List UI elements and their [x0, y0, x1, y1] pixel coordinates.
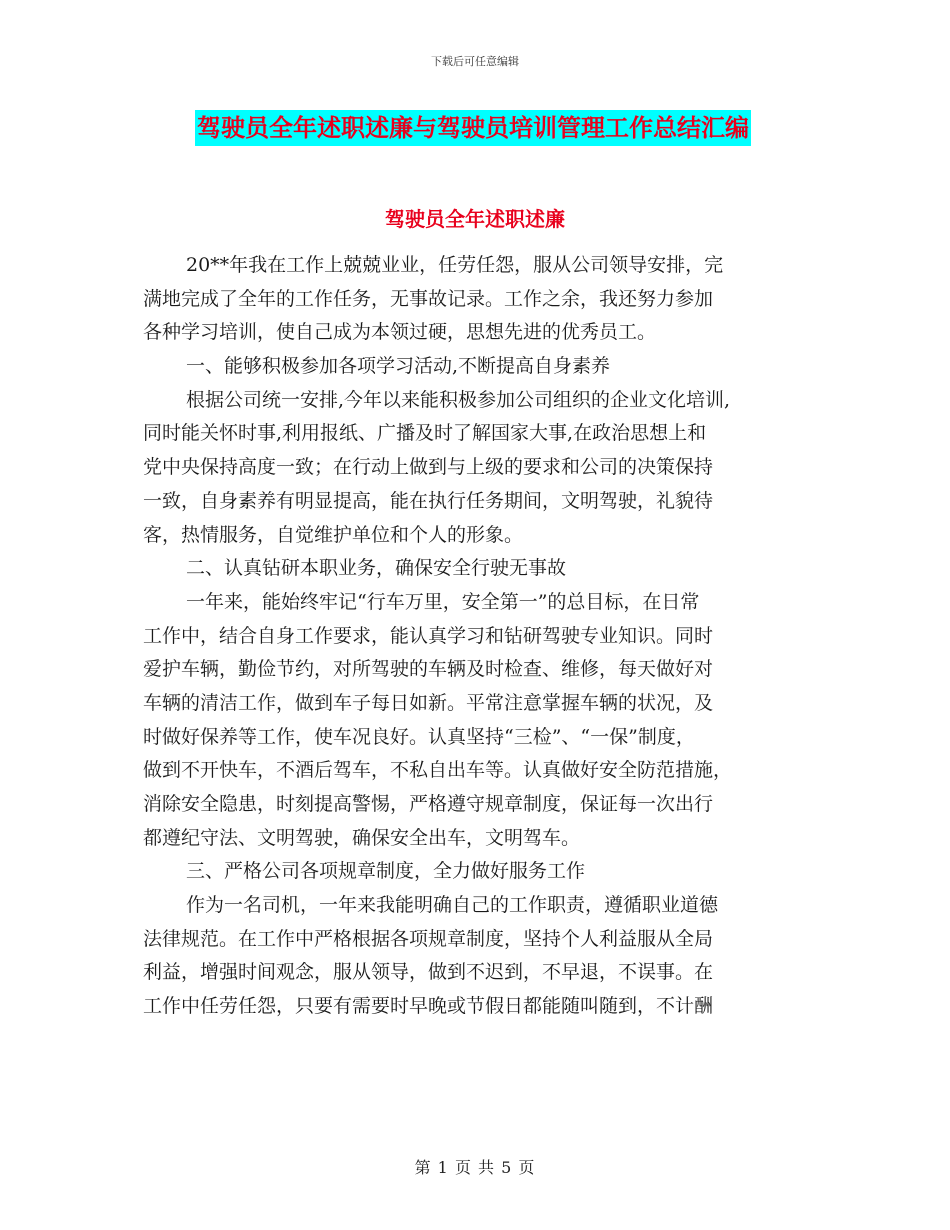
text-line: 各种学习培训，使自己成为本领过硬，思想先进的优秀员工。: [143, 321, 657, 344]
text-line: 工作中，结合自身工作要求，能认真学习和钻研驾驶专业知识。同时: [143, 624, 714, 647]
page-footer: 第 1 页 共 5 页: [414, 1158, 536, 1177]
header-note: 下载后可任意编辑: [431, 55, 519, 68]
document-title: 驾驶员全年述职述廉与驾驶员培训管理工作总结汇编: [195, 110, 751, 146]
text-line: 二、认真钻研本职业务，确保安全行驶无事故: [186, 557, 567, 580]
text-line: 一致，自身素养有明显提高，能在执行任务期间，文明驾驶，礼貌待: [143, 489, 714, 512]
body-text: [143, 249, 813, 1024]
text-line: 做到不开快车，不酒后驾车，不私自出车等。认真做好安全防范措施，: [143, 759, 733, 782]
text-line: 党中央保持高度一致；在行动上做到与上级的要求和公司的决策保持: [143, 456, 714, 479]
text-line: 一年来，能始终牢记“行车万里，安全第一”的总目标，在日常: [186, 590, 700, 613]
text-line: 工作中任劳任怨，只要有需要时早晚或节假日都能随叫随到，不计酬: [143, 995, 714, 1018]
text-line: 根据公司统一安排,今年以来能积极参加公司组织的企业文化培训,: [186, 388, 731, 411]
text-line: 三、严格公司各项规章制度，全力做好服务工作: [186, 860, 586, 883]
text-line: 同时能关怀时事,利用报纸、广播及时了解国家大事,在政治思想上和: [143, 422, 707, 445]
text-line: 爱护车辆，勤俭节约，对所驾驶的车辆及时检查、维修，每天做好对: [143, 658, 714, 681]
text-line: 20**年我在工作上兢兢业业，任劳任怨，服从公司领导安排，完: [186, 254, 724, 276]
section-title: 驾驶员全年述职述廉: [385, 207, 565, 231]
text-line: 一、能够积极参加各项学习活动,不断提高自身素养: [186, 355, 611, 378]
text-line: 满地完成了全年的工作任务，无事故记录。工作之余，我还努力参加: [143, 287, 714, 310]
text-line: 客，热情服务，自觉维护单位和个人的形象。: [143, 523, 524, 546]
text-line: 作为一名司机，一年来我能明确自己的工作职责，遵循职业道德: [186, 894, 719, 917]
text-line: 都遵纪守法、文明驾驶，确保安全出车，文明驾车。: [143, 826, 581, 849]
text-line: 法律规范。在工作中严格根据各项规章制度，坚持个人利益服从全局: [143, 927, 714, 950]
text-line: 时做好保养等工作，使车况良好。认真坚持“三检”、“一保”制度，: [143, 725, 695, 748]
text-line: 消除安全隐患，时刻提高警惕，严格遵守规章制度，保证每一次出行: [143, 793, 714, 815]
text-line: 利益，增强时间观念，服从领导，做到不迟到，不早退，不误事。在: [143, 961, 714, 984]
text-line: 车辆的清洁工作，做到车子每日如新。平常注意掌握车辆的状况，及: [143, 691, 714, 714]
